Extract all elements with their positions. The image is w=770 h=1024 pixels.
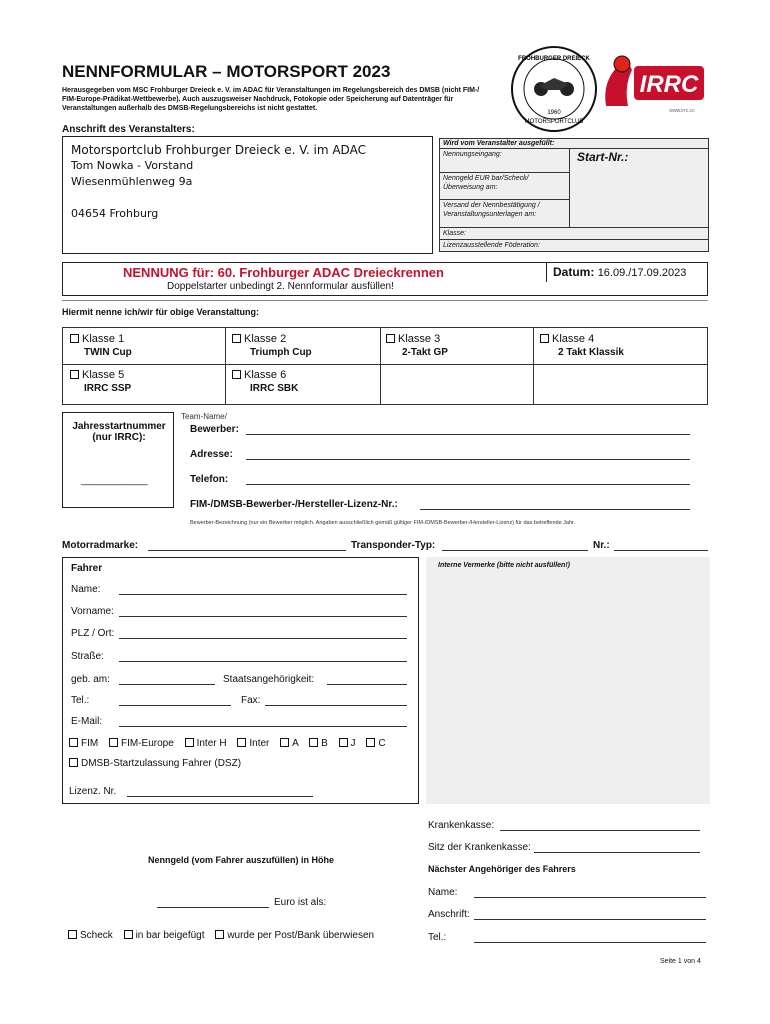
driver-heading: Fahrer: [71, 563, 103, 574]
checkbox-icon[interactable]: [69, 758, 78, 767]
license-nr-label: Lizenz. Nr.: [69, 786, 117, 797]
nr-label: Nr.:: [593, 540, 610, 551]
class-3-option[interactable]: Klasse 3: [386, 333, 440, 345]
relative-phone-field[interactable]: [474, 942, 706, 943]
insurance-field[interactable]: [500, 830, 700, 831]
relative-address-label: Anschrift:: [428, 909, 470, 920]
driver-zip-field[interactable]: [119, 638, 407, 639]
date-value: 16.09./17.09.2023: [597, 267, 687, 279]
start-nr-label: Start-Nr.:: [577, 150, 629, 164]
classes-heading: Hiermit nenne ich/wir für obige Veranstaltung:: [62, 307, 260, 317]
start-number-box: [62, 412, 174, 508]
transponder-label: Transponder-Typ:: [351, 540, 436, 551]
fee-amount-field[interactable]: [157, 907, 269, 908]
relative-heading: Nächster Angehöriger des Fahrers: [428, 864, 576, 874]
driver-email-field[interactable]: [119, 726, 407, 727]
internal-notes-box: [426, 557, 710, 804]
class-4-name: 2 Takt Klassik: [558, 347, 624, 358]
checkbox-icon[interactable]: [68, 930, 77, 939]
class-6-name: IRRC SBK: [250, 383, 299, 394]
checkbox-icon[interactable]: [232, 334, 241, 343]
start-number-label: Jahresstartnummer (nur IRRC):: [72, 421, 166, 443]
team-footnote: Bewerber-Bezeichnung (nur ein Bewerber möglich. Angaben ausschließlich gemäß gültiger FIM-/DMSB-Bewerber-/Hersteller-Lizenz) für das betreffende Jahr.: [190, 520, 576, 526]
class-1-option[interactable]: Klasse 1: [70, 333, 124, 345]
date-label: Datum:: [553, 265, 595, 279]
organizer-city: 04654 Frohburg: [71, 207, 159, 220]
fee-heading: Nenngeld (vom Fahrer auszufüllen) in Höhe: [148, 855, 335, 865]
license-field[interactable]: [420, 509, 690, 510]
class-1-name: TWIN Cup: [84, 347, 132, 358]
checkbox-icon[interactable]: [386, 334, 395, 343]
phone-field[interactable]: [246, 484, 690, 485]
organizer-heading: Anschrift des Veranstalters:: [62, 124, 195, 135]
insurance-seat-label: Sitz der Krankenkasse:: [428, 842, 531, 853]
driver-street-field[interactable]: [119, 661, 407, 662]
dispatch-label: Versand der Nennbestätigung / Veranstaltungsunterlagen am:: [443, 202, 540, 218]
relative-name-field[interactable]: [474, 897, 706, 898]
checkbox-icon[interactable]: [70, 334, 79, 343]
driver-fax-field[interactable]: [265, 705, 407, 706]
driver-street-label: Straße:: [71, 651, 104, 662]
club-seal-logo: [509, 44, 599, 134]
checkbox-icon[interactable]: [70, 370, 79, 379]
driver-nationality-field[interactable]: [327, 684, 407, 685]
driver-phone-field[interactable]: [119, 705, 231, 706]
payment-cash-option[interactable]: in bar beigefügt: [124, 930, 205, 941]
checkbox-icon[interactable]: [215, 930, 224, 939]
checkbox-icon[interactable]: [309, 738, 318, 747]
organizer-use-box: [439, 138, 709, 252]
checkbox-icon[interactable]: [232, 370, 241, 379]
class-5-option[interactable]: Klasse 5: [70, 369, 124, 381]
driver-fax-label: Fax:: [241, 695, 261, 706]
payment-cheque-option[interactable]: Scheck: [68, 930, 113, 941]
phone-label: Telefon:: [190, 474, 229, 485]
payment-options: [68, 930, 374, 941]
svg-text:MOTORSPORTCLUB: MOTORSPORTCLUB: [524, 119, 584, 125]
fee-label: Nenngeld EUR bar/Scheck/Überweisung am:: [443, 175, 529, 191]
relative-name-label: Name:: [428, 887, 458, 898]
license-a-option[interactable]: A: [280, 738, 298, 749]
address-label: Adresse:: [190, 449, 233, 460]
class-3-name: 2-Takt GP: [402, 347, 448, 358]
checkbox-icon[interactable]: [124, 930, 133, 939]
checkbox-icon[interactable]: [540, 334, 549, 343]
checkbox-icon[interactable]: [366, 738, 375, 747]
driver-first-name-field[interactable]: [119, 616, 407, 617]
driver-phone-label: Tel.:: [71, 695, 90, 706]
dsz-option[interactable]: DMSB-Startzulassung Fahrer (DSZ): [69, 758, 241, 769]
make-label: Motorradmarke:: [62, 540, 139, 551]
publisher-text: Herausgegeben vom MSC Frohburger Dreieck e. V. im ADAC für Veranstaltungen im Regelungsbereich des DMSB (nicht FIM-/ FIM-Europe-Prädikat-Wettbewerbe). Auch auszugsweiser Nachdruck, Fotokopie oder Speicherung auf Datenträger für Veranstaltungen außerhalb des DMSB-Regelungsbereichs ist nicht gestattet.: [62, 87, 480, 112]
driver-name-label: Name:: [71, 584, 101, 595]
class-5-name: IRRC SSP: [84, 383, 132, 394]
organizer-use-heading: Wird vom Veranstalter ausgefüllt:: [443, 140, 555, 147]
license-types: [69, 738, 386, 749]
svg-text:IRRC: IRRC: [639, 71, 699, 98]
internal-note-label: Interne Vermerke (bitte nicht ausfüllen!): [438, 562, 570, 569]
checkbox-icon[interactable]: [339, 738, 348, 747]
insurance-label: Krankenkasse:: [428, 820, 495, 831]
organizer-street: Wiesenmühlenweg 9a: [71, 175, 193, 188]
irrc-logo: [598, 52, 706, 116]
license-label: FIM-/DMSB-Bewerber-/Hersteller-Lizenz-Nr.:: [190, 499, 398, 510]
driver-name-field[interactable]: [119, 594, 407, 595]
class-label: Klasse:: [443, 230, 466, 237]
license-b-option[interactable]: B: [309, 738, 328, 749]
license-c-option[interactable]: C: [366, 738, 385, 749]
checkbox-icon[interactable]: [185, 738, 194, 747]
entry-note: Doppelstarter unbedingt 2. Nennformular ausfüllen!: [167, 281, 394, 292]
entry-received-label: Nennungseingang:: [443, 151, 502, 158]
organizer-contact: Tom Nowka - Vorstand: [71, 159, 194, 172]
checkbox-icon[interactable]: [109, 738, 118, 747]
organizer-address-box: [62, 136, 433, 254]
svg-text:www.irrc.cc: www.irrc.cc: [669, 108, 695, 114]
payment-transfer-option[interactable]: wurde per Post/Bank überwiesen: [215, 930, 374, 941]
class-2-name: Triumph Cup: [250, 347, 312, 358]
license-fim-europe-option[interactable]: FIM-Europe: [109, 738, 174, 749]
relative-address-field[interactable]: [474, 919, 706, 920]
svg-text:1960: 1960: [547, 110, 561, 116]
class-4-option[interactable]: Klasse 4: [540, 333, 594, 345]
driver-nationality-label: Staatsangehörigkeit:: [223, 674, 315, 685]
team-name-label: Team-Name/: [181, 412, 227, 421]
entry-box: [62, 262, 708, 296]
class-6-option[interactable]: Klasse 6: [232, 369, 286, 381]
make-field[interactable]: [148, 550, 346, 551]
transponder-field[interactable]: [442, 550, 588, 551]
driver-email-label: E-Mail:: [71, 716, 103, 727]
checkbox-icon[interactable]: [237, 738, 246, 747]
checkbox-icon[interactable]: [69, 738, 78, 747]
classes-table: [62, 327, 708, 405]
license-j-option[interactable]: J: [339, 738, 356, 749]
license-nr-field[interactable]: [127, 796, 313, 797]
start-number-field[interactable]: ____________: [81, 475, 148, 486]
svg-text:FROHBURGER DREIECK: FROHBURGER DREIECK: [518, 56, 590, 62]
driver-first-name-label: Vorname:: [71, 606, 114, 617]
driver-box: [62, 557, 419, 804]
driver-birth-field[interactable]: [119, 684, 215, 685]
page-title: NENNFORMULAR – MOTORSPORT 2023: [62, 62, 391, 81]
federation-label: Lizenzausstellende Föderation:: [443, 242, 540, 249]
nr-field[interactable]: [614, 550, 708, 551]
entrant-label: Bewerber:: [190, 424, 239, 435]
page-number: Seite 1 von 4: [660, 958, 701, 965]
class-2-option[interactable]: Klasse 2: [232, 333, 286, 345]
license-fim-option[interactable]: FIM: [69, 738, 98, 749]
entrant-field[interactable]: [246, 434, 690, 435]
checkbox-icon[interactable]: [280, 738, 289, 747]
license-inter-h-option[interactable]: Inter H: [185, 738, 227, 749]
license-inter-option[interactable]: Inter: [237, 738, 269, 749]
insurance-seat-field[interactable]: [534, 852, 700, 853]
entry-label: NENNUNG für: 60. Frohburger ADAC Dreieckrennen: [123, 265, 444, 280]
relative-phone-label: Tel.:: [428, 932, 447, 943]
driver-zip-label: PLZ / Ort:: [71, 628, 115, 639]
organizer-name: Motorsportclub Frohburger Dreieck e. V. im ADAC: [71, 143, 366, 157]
address-field[interactable]: [246, 459, 690, 460]
driver-birth-label: geb. am:: [71, 674, 110, 685]
euro-label: Euro ist als:: [274, 897, 327, 908]
